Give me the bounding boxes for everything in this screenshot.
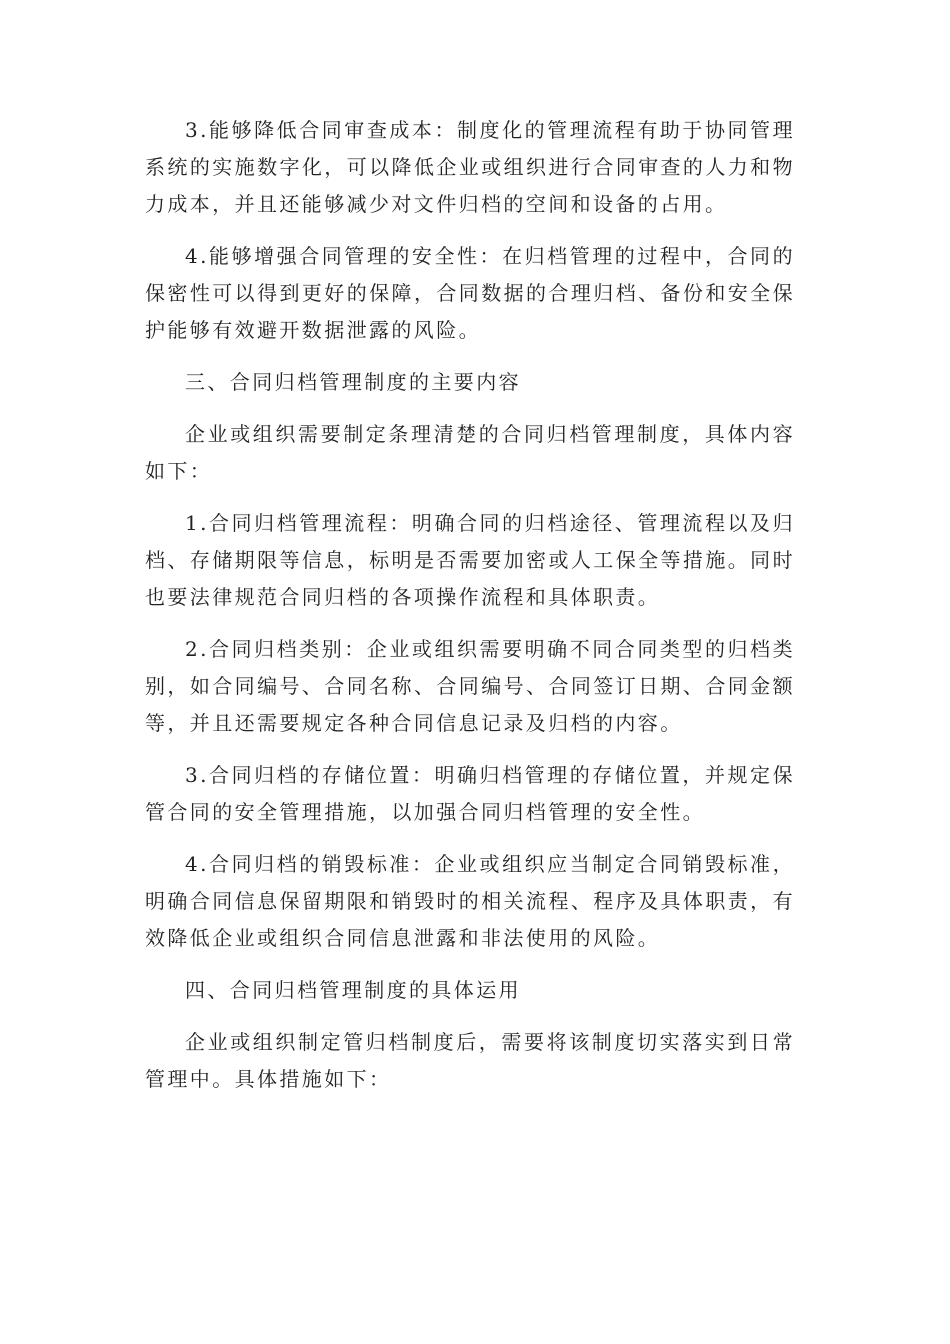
paragraph-storage-location: 3.合同归档的存储位置：明确归档管理的存储位置，并规定保管合同的安全管理措施，以加强合同归档管理的安全性。 <box>145 763 795 824</box>
paragraph-archive-category: 2.合同归档类别：企业或组织需要明确不同合同类型的归档类别，如合同编号、合同名称、合同编号、合同签订日期、合同金额等，并且还需要规定各种合同信息记录及归档的内容。 <box>145 637 795 735</box>
paragraph-reduce-review-cost: 3.能够降低合同审查成本：制度化的管理流程有助于协同管理系统的实施数字化，可以降低企业或组织进行合同审查的人力和物力成本，并且还能够减少对文件归档的空间和设备的占用。 <box>145 118 795 216</box>
paragraph-intro-contents: 企业或组织需要制定条理清楚的合同归档管理制度，具体内容如下： <box>145 422 795 483</box>
paragraph-implementation: 企业或组织制定管归档制度后，需要将该制度切实落实到日常管理中。具体措施如下： <box>145 1030 795 1091</box>
paragraph-destruction-standard: 4.合同归档的销毁标准：企业或组织应当制定合同销毁标准，明确合同信息保留期限和销毁时的相关流程、程序及具体职责，有效降低企业或组织合同信息泄露和非法使用的风险。 <box>145 852 795 950</box>
section-heading-3: 三、合同归档管理制度的主要内容 <box>185 370 521 394</box>
paragraph-enhance-security: 4.能够增强合同管理的安全性：在归档管理的过程中，合同的保密性可以得到更好的保障，合同数据的合理归档、备份和安全保护能够有效避开数据泄露的风险。 <box>145 244 795 342</box>
section-heading-4: 四、合同归档管理制度的具体运用 <box>185 978 521 1002</box>
document-page <box>145 112 795 1113</box>
paragraph-archive-process: 1.合同归档管理流程：明确合同的归档途径、管理流程以及归档、存储期限等信息，标明是否需要加密或人工保全等措施。同时也要法律规范合同归档的各项操作流程和具体职责。 <box>145 511 795 609</box>
